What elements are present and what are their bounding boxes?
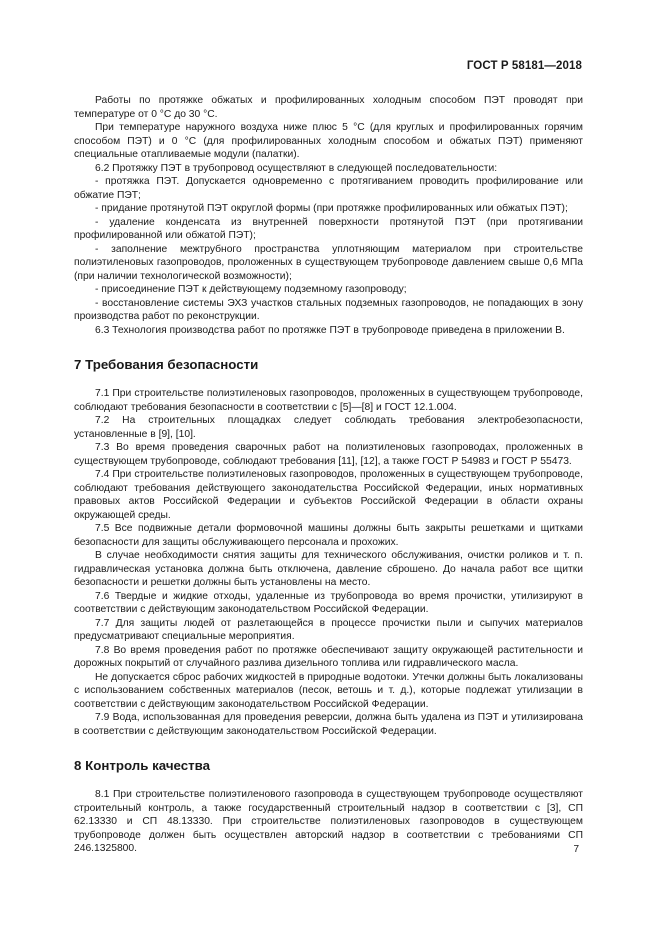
paragraph: 6.3 Технология производства работ по протяжке ПЭТ в трубопроводе приведена в приложении В. xyxy=(95,324,565,336)
paragraph: 7.7 Для защиты людей от разлетающейся в процессе прочистки пыли и сыпучих материалов предусматривают специальные мероприятия. xyxy=(74,617,583,642)
list-item: - восстановление системы ЭХЗ участков стальных подземных газопроводов, не попадающих в зону производства работ по реконструкции. xyxy=(74,297,583,322)
paragraph: В случае необходимости снятия защиты для технического обслуживания, очистки роликов и т. п. гидравлическая установка должна быть отключена, давление сброшено. До начала работ все щитки безопасности и решетки должны быть установлены на место. xyxy=(74,550,583,588)
page-number: 7 xyxy=(573,844,579,855)
document-header-id: ГОСТ Р 58181—2018 xyxy=(466,60,582,72)
paragraph: 7.1 При строительстве полиэтиленовых газопроводов, проложенных в существующем трубопроводе, соблюдают требования безопасности в соответствии с [5]—[8] и ГОСТ 12.1.004. xyxy=(74,388,583,413)
section-title: 8 Контроль качества xyxy=(74,758,211,773)
paragraph: 8.1 При строительстве полиэтиленового газопровода в существующем трубопроводе осуществляют строительный контроль, а также государственный строительный надзор в соответствии с [3], СП 62.13330 и СП 48.13330. При строительстве полиэтиленовых газопроводов в существующем трубопроводе должен быть осуществлен авторский надзор в соответствии с требованиями СП 246.1325800. xyxy=(74,789,583,854)
paragraph: 7.6 Твердые и жидкие отходы, удаленные из трубопровода во время прочистки, утилизируют в соответствии с действующим законодательством Российской Федерации. xyxy=(74,590,583,615)
paragraph: Не допускается сброс рабочих жидкостей в природные водотоки. Утечки должны быть локализованы с использованием собственных материалов (песок, ветошь и т. д.), которые подлежат утилизации в соответствии с действующим законодательством Российской Федерации. xyxy=(74,671,583,710)
paragraph: Работы по протяжке обжатых и профилированных холодным способом ПЭТ проводят при температуре от 0 °С до 30 °С. xyxy=(74,95,583,120)
paragraph: 7.5 Все подвижные детали формовочной машины должны быть закрыты решетками и щитками безопасности для защиты обслуживающего персонала и прохожих. xyxy=(74,523,583,548)
paragraph: 7.8 Во время проведения работ по протяжке обеспечивают защиту окружающей растительности и дорожных покрытий от случайного разлива дизельного топлива или гидравлического масла. xyxy=(74,644,583,669)
list-item: - присоединение ПЭТ к действующему подземному газопроводу; xyxy=(95,284,407,295)
paragraph: 7.3 Во время проведения сварочных работ на полиэтиленовых газопроводах, проложенных в существующем трубопроводе, соблюдают требования [11], [12], а также ГОСТ Р 54983 и ГОСТ Р 55473. xyxy=(74,442,583,467)
document-body xyxy=(74,94,583,856)
paragraph: При температуре наружного воздуха ниже плюс 5 °С (для круглых и профилированных горячим способом ПЭТ) и 0 °С (для профилированных холодным способом и обжатых ПЭТ) применяют специальные отапливаемые модули (палатки). xyxy=(74,122,583,160)
paragraph: 7.2 На строительных площадках следует соблюдать требования электробезопасности, установленные в [9], [10]. xyxy=(74,415,583,440)
section-title: 7 Требования безопасности xyxy=(74,357,259,372)
list-item: - удаление конденсата из внутренней поверхности протянутой ПЭТ (при протягивании профилированной или обжатой ПЭТ); xyxy=(74,216,583,241)
paragraph: 7.9 Вода, использованная для проведения реверсии, должна быть удалена из ПЭТ и утилизирована в соответствии с действующим законодательством Российской Федерации. xyxy=(74,712,583,737)
paragraph: 7.4 При строительстве полиэтиленовых газопроводов, проложенных в существующем трубопроводе, соблюдают требования действующего законодательства Российской Федерации, иных нормативных правовых актов Российской Федерации и субъектов Российской Федерации в области охраны окружающей среды. xyxy=(74,469,583,521)
list-item: - придание протянутой ПЭТ округлой формы (при протяжке профилированных или обжатых ПЭТ); xyxy=(95,203,568,214)
list-item: - протяжка ПЭТ. Допускается одновременно с протягиванием проводить профилирование или обжатие ПЭТ; xyxy=(74,176,583,201)
list-item: - заполнение межтрубного пространства уплотняющим материалом при строительстве полиэтиленовых газопроводов, проложенных в существующем трубопроводе давлением свыше 0,6 МПа (при наличии технологической возможности); xyxy=(74,243,583,282)
paragraph: 6.2 Протяжку ПЭТ в трубопровод осуществляют в следующей последовательности: xyxy=(95,162,498,174)
